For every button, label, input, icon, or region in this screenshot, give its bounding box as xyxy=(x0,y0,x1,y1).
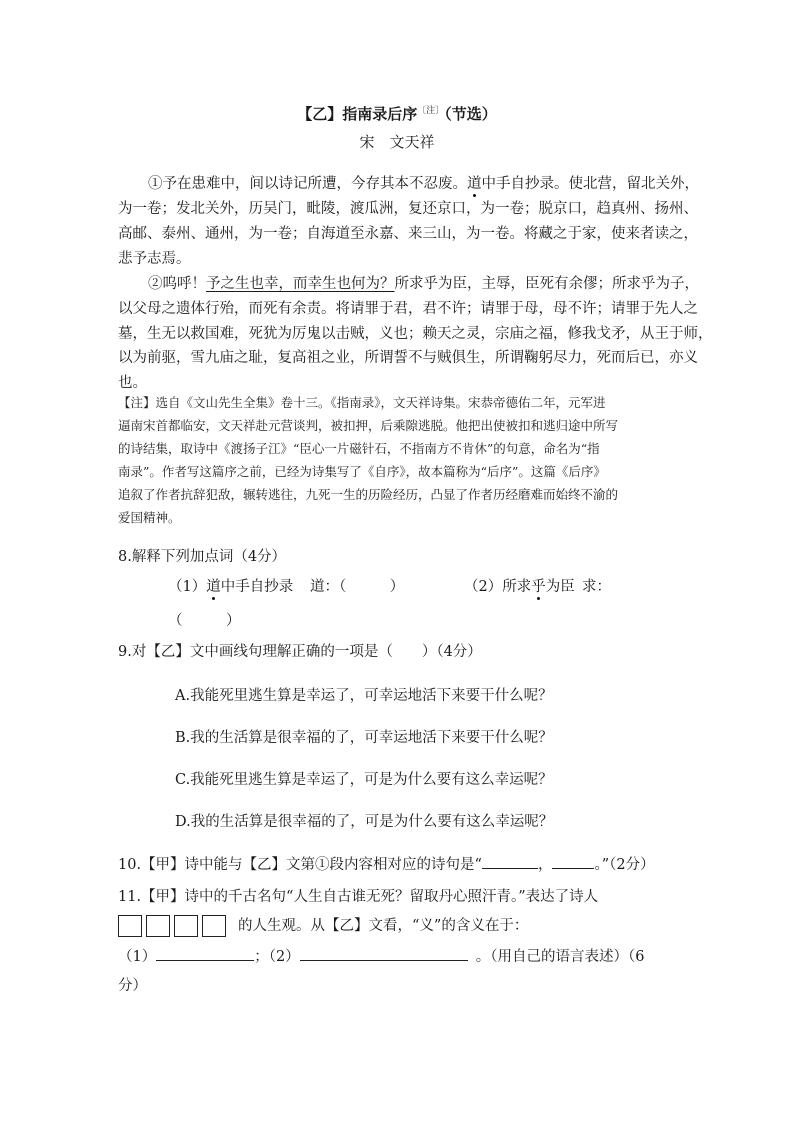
q10-stem: 10.【甲】诗中能与【乙】文第①段内容相对应的诗句是“ ， 。”（2分） xyxy=(118,853,655,874)
note-line6: 爱国精神。 xyxy=(118,510,181,525)
q8-item2-label: 求： xyxy=(582,579,611,595)
passage-title: 【乙】指南录后序$^{〔注〕}$（节选） xyxy=(297,105,497,123)
q11-blank-2[interactable] xyxy=(300,946,468,961)
q11-blank-1[interactable] xyxy=(156,946,254,961)
dotted-word-dao-q8: 道 xyxy=(206,579,221,595)
note-line1: 【注】选自《文山先生全集》卷十三。《指南录》，文天祥诗集。宋恭帝德佑二年，元军进 xyxy=(118,395,606,410)
dotted-word-hu: 乎 xyxy=(531,579,546,595)
q9-option-d[interactable]: D.我的生活算是很幸福的了，可是为什么要有这么幸运呢？ xyxy=(175,814,554,830)
q11-line3: （1） ；（2） 。（用自己的语言表述）（6 xyxy=(118,945,644,966)
q11-line4: 分） xyxy=(118,978,147,994)
answer-box-2[interactable] xyxy=(146,915,170,937)
title-note-mark: 〔注〕 xyxy=(417,106,445,116)
q10-blank-1[interactable] xyxy=(482,854,538,869)
q10-blank-2[interactable] xyxy=(552,854,594,869)
note-line5: 追叙了作者抗辞犯敌，辗转逃往，九死一生的历险经历，凸显了作者历经磨难而始终不渝的 xyxy=(118,487,619,502)
p2-line5: 也。 xyxy=(118,375,147,391)
p2-line3: 墓，生无以救国难，死犹为厉鬼以击贼，义也；赖天之灵，宗庙之福，修我戈矛，从王于师， xyxy=(118,326,713,342)
p2-line1: ②呜呼！予之生也幸，而幸生也何为？所求乎为臣，主辱，臣死有余僇；所求乎为子， xyxy=(148,276,699,292)
p1-line1: ①予在患难中，间以诗记所遭，今存其本不忍废。道中手自抄录。使北营，留北关外， xyxy=(148,176,699,192)
note-line4: 南录”。作者写这篇序之前，已经为诗集写了《自序》，故本篇称为“后序”。这篇《后序》 xyxy=(118,464,606,479)
q8-item2-answer[interactable]: （ ） xyxy=(168,613,241,629)
q9-option-b[interactable]: B.我的生活算是很幸福的了，可幸运地活下来要干什么呢？ xyxy=(175,730,553,746)
q9-option-a[interactable]: A.我能死里逃生算是幸运了，可幸运地活下来要干什么呢？ xyxy=(175,688,553,704)
q8-item1: （1）道中手自抄录 xyxy=(168,579,294,595)
q8-item1-answer[interactable]: 道：（ ） xyxy=(310,579,405,595)
p1-line4: 悲予志焉。 xyxy=(118,251,191,267)
answer-box-3[interactable] xyxy=(174,915,198,937)
p1-line2: 为一卷；发北关外，历吴门，毗陵，渡瓜洲，复还京口，为一卷；脱京口，趋真州、扬州、 xyxy=(118,201,698,217)
q9-stem: 9.对【乙】文中画线句理解正确的一项是（ ）（4分） xyxy=(118,644,482,660)
p2-line4: 以为前驱，雪九庙之耻，复高祖之业，所谓誓不与贼俱生，所谓鞠躬尽力，死而后已，亦义 xyxy=(118,350,698,366)
dotted-word-dao: 道 xyxy=(467,176,482,192)
p1-line3: 高邮、泰州、通州，为一卷；自海道至永嘉、来三山，为一卷。将藏之于家，使来者读之， xyxy=(118,226,698,242)
answer-box-1[interactable] xyxy=(118,915,142,937)
underlined-sentence: 予之生也幸，而幸生也何为？ xyxy=(206,276,395,292)
p2-line2: 以父母之遗体行殆，而死有余责。将请罪于君，君不许；请罪于母，母不许；请罪于先人之 xyxy=(118,301,698,317)
q8-stem: 8.解释下列加点词（4分） xyxy=(118,549,287,565)
passage-author: 宋 文天祥 xyxy=(359,133,435,151)
q11-line1: 11.【甲】诗中的千古名句“人生自古谁无死？留取丹心照汗青。”表达了诗人 xyxy=(118,889,599,905)
note-line3: 的诗结集，取诗中《渡扬子江》“臣心一片磁针石，不指南方不肯休”的句意，命名为“指 xyxy=(118,441,600,456)
q8-item2: （2）所求乎为臣 xyxy=(464,579,575,595)
q11-line2: 的人生观。从【乙】文看，“义”的含义在于： xyxy=(118,914,528,937)
note-line2: 逼南宋首都临安，文天祥赴元营谈判，被扣押，后乘隙逃脱。他把出使被扣和逃归途中所写 xyxy=(118,418,619,433)
q9-option-c[interactable]: C.我能死里逃生算是幸运了，可是为什么要有这么幸运呢？ xyxy=(175,772,553,788)
answer-box-4[interactable] xyxy=(202,915,226,937)
